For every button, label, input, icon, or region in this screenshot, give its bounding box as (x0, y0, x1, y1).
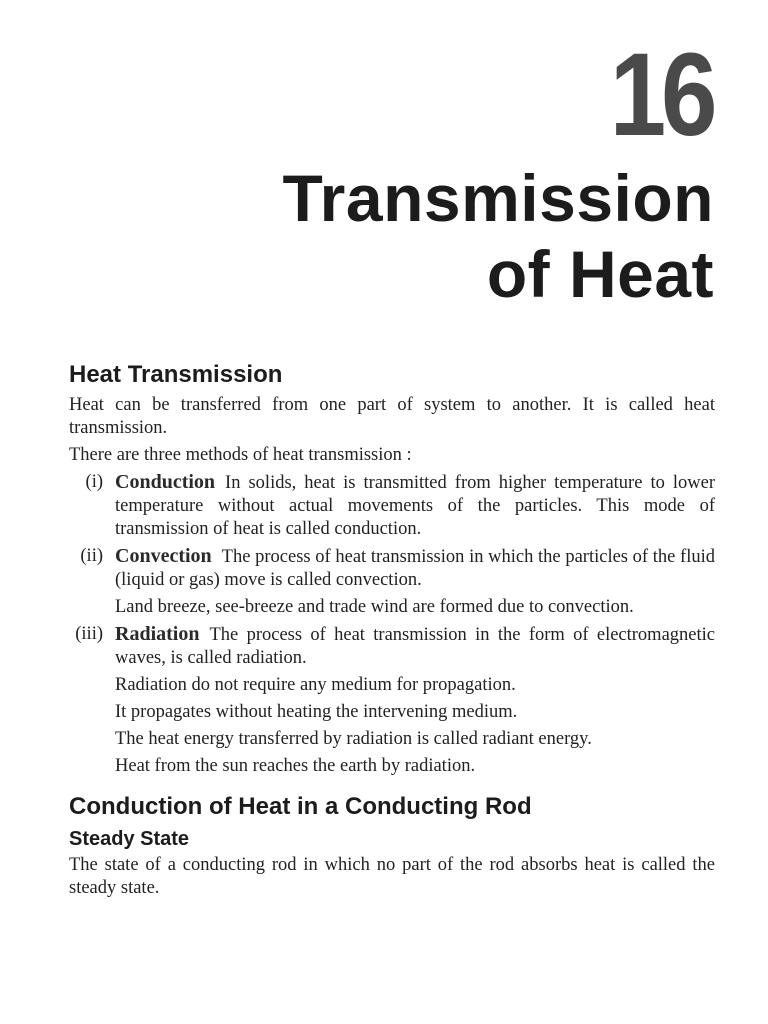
subheading-steady-state: Steady State (69, 828, 190, 850)
list-item-conduction (69, 471, 715, 541)
item-heading: Conduction (115, 471, 216, 493)
chapter-title-line-2: of Heat (486, 237, 714, 311)
item-extra: It propagates without heating the intervening medium. (115, 702, 518, 722)
item-heading: Radiation (115, 623, 200, 645)
section-heading-heat-transmission: Heat Transmission (69, 361, 283, 388)
item-number: (i) (85, 472, 103, 492)
item-extra: The heat energy transferred by radiation is called radiant energy. (115, 729, 592, 749)
list-item-radiation (69, 623, 715, 778)
item-number: (iii) (75, 624, 103, 644)
section-conduction-rod (69, 792, 715, 900)
item-text: The process of heat transmission in which the particles of the fluid (liquid or gas) move is called convection. (115, 547, 715, 590)
section-heading-conduction-rod: Conduction of Heat in a Conducting Rod (69, 793, 532, 820)
chapter-title (283, 160, 715, 312)
item-extra: Land breeze, see-breeze and trade wind are formed due to convection. (115, 597, 634, 617)
page-content (69, 360, 715, 904)
item-text: In solids, heat is transmitted from higher temperature to lower temperature without actual movements of the particles. This mode of transmission of heat is called conduction. (115, 473, 715, 539)
chapter-title-line-1: Transmission (282, 161, 714, 235)
list-item-convection (69, 545, 715, 619)
item-heading: Convection (115, 545, 212, 567)
item-text: The process of heat transmission in the form of electromagnetic waves, is called radiation. (115, 625, 715, 668)
item-extra: Radiation do not require any medium for propagation. (115, 675, 516, 695)
intro-paragraph: Heat can be transferred from one part of system to another. It is called heat transmission. (69, 395, 715, 438)
steady-state-paragraph: The state of a conducting rod in which no part of the rod absorbs heat is called the steady state. (69, 855, 715, 898)
chapter-number: 16 (609, 29, 712, 161)
methods-intro: There are three methods of heat transmission : (69, 445, 412, 465)
item-number: (ii) (80, 546, 103, 566)
item-extra: Heat from the sun reaches the earth by radiation. (115, 756, 476, 776)
